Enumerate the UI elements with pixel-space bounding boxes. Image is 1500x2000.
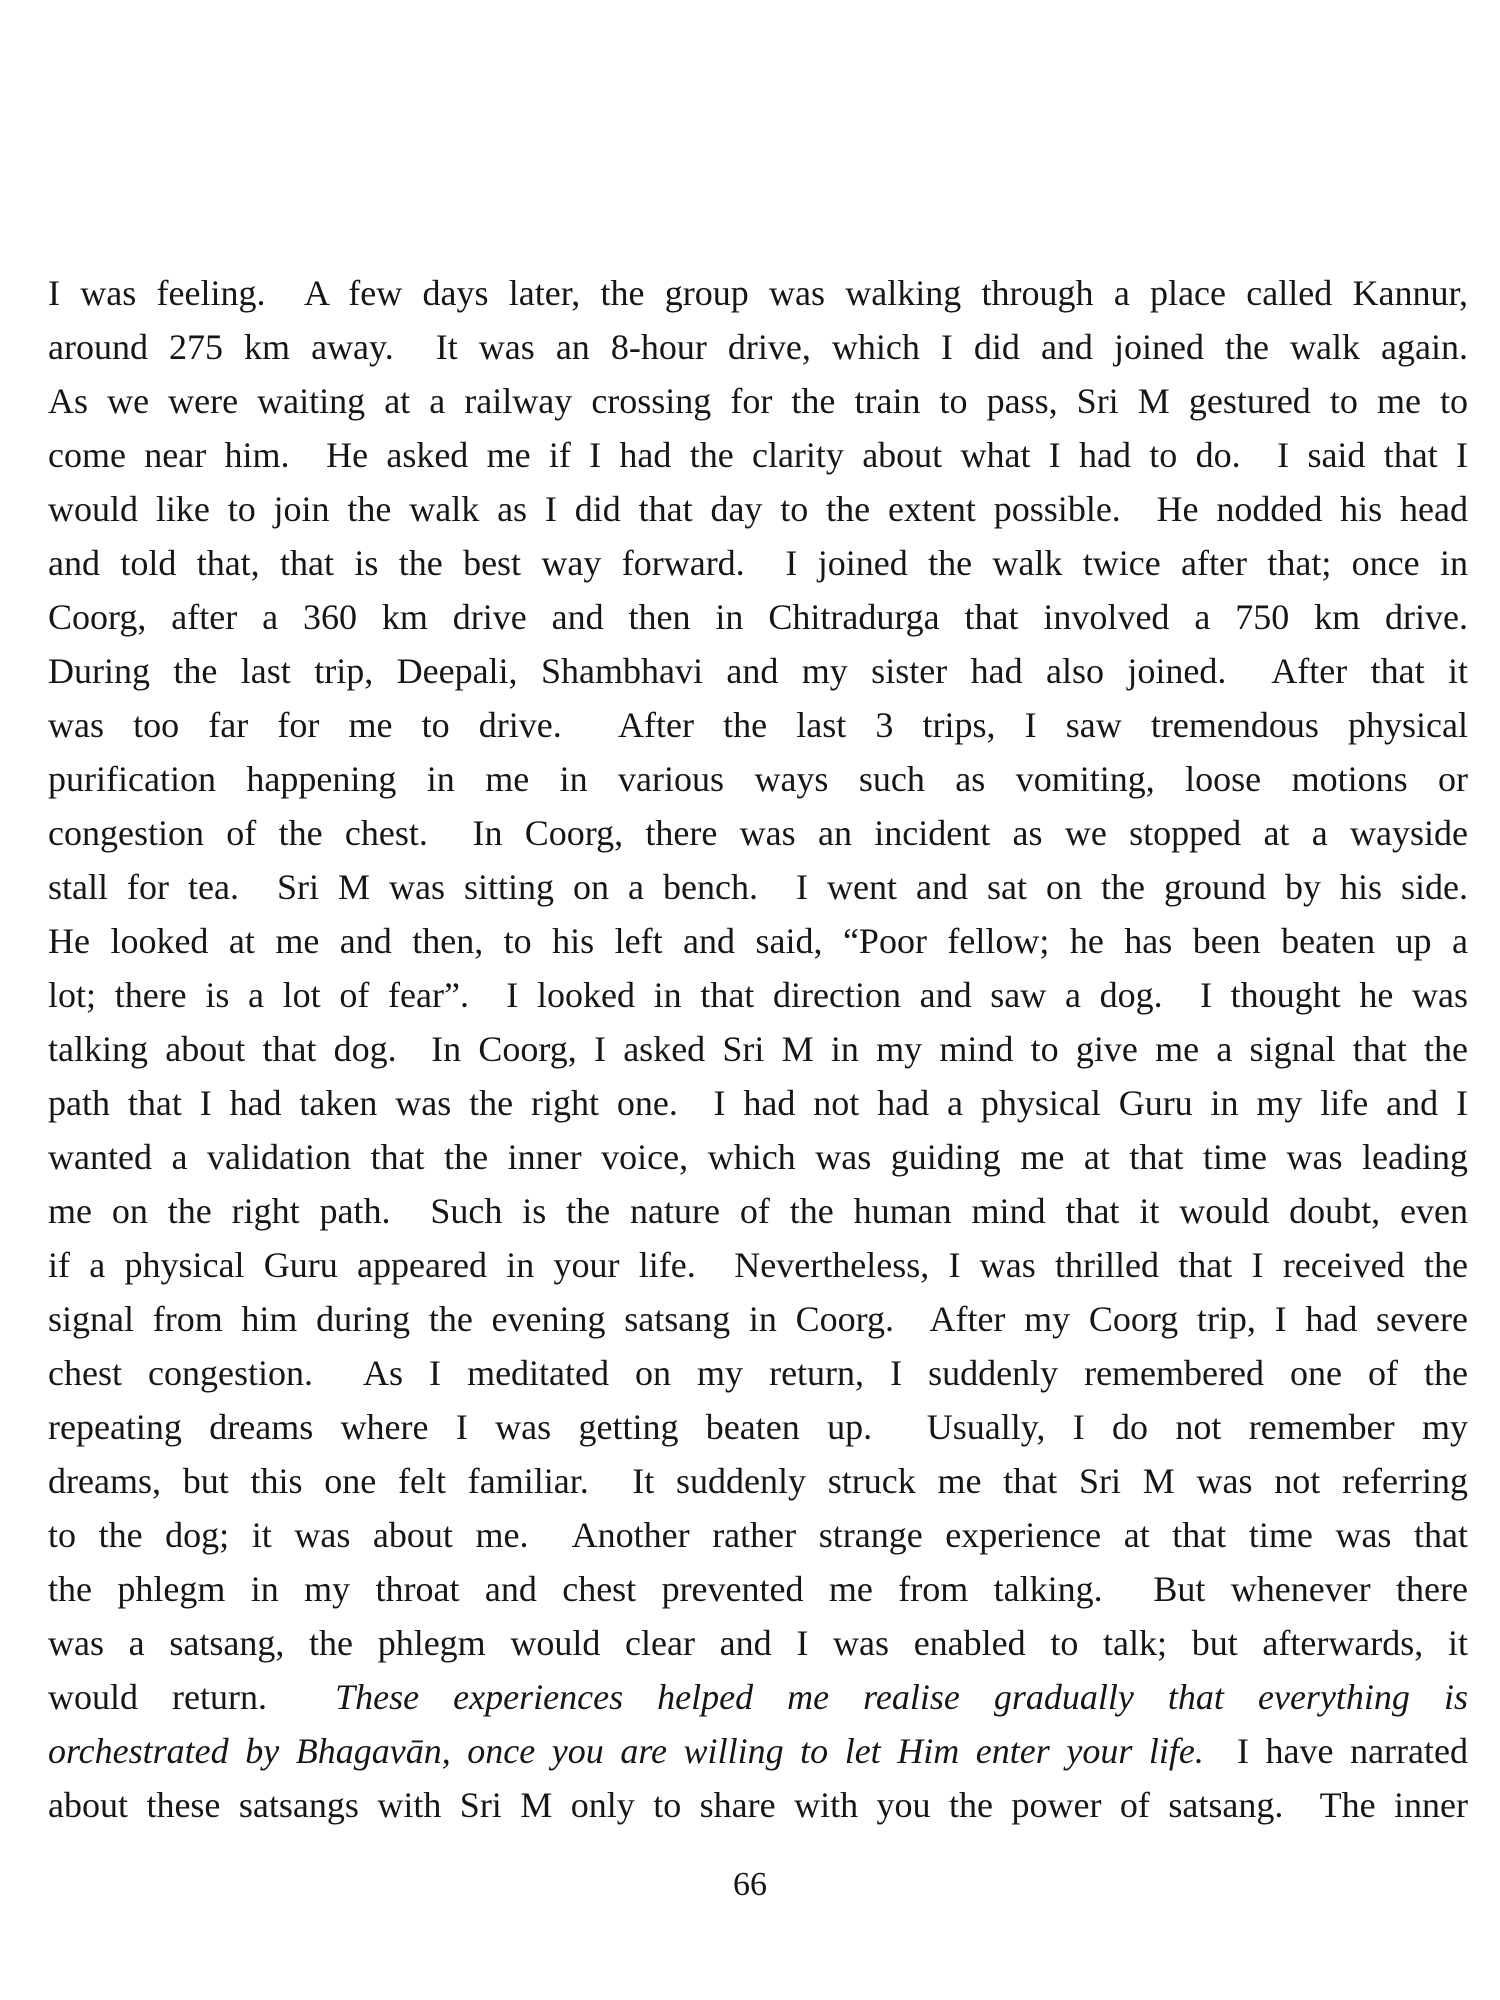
- text-segment: I have narrated: [1203, 1731, 1468, 1771]
- text-segment: was a satsang, the phlegm would clear and I was enabled to talk; but afterwards, it: [48, 1623, 1468, 1663]
- text-line: [48, 1238, 1468, 1292]
- text-line: [48, 1346, 1468, 1400]
- text-segment: about these satsangs with Sri M only to share with you the power of satsang. The inner: [48, 1785, 1468, 1825]
- text-segment: Coorg, after a 360 km drive and then in Chitradurga that involved a 750 km drive.: [48, 597, 1468, 637]
- text-segment: come near him. He asked me if I had the clarity about what I had to do. I said that I: [48, 435, 1468, 475]
- text-segment: dreams, but this one felt familiar. It suddenly struck me that Sri M was not referring: [48, 1461, 1468, 1501]
- text-line: [48, 1022, 1468, 1076]
- text-line: [48, 1454, 1468, 1508]
- text-segment: would return.: [48, 1677, 336, 1717]
- italic-text-segment: These experiences helped me realise gradually that everything is: [335, 1677, 1468, 1717]
- text-line: [48, 320, 1468, 374]
- text-line: [48, 1292, 1468, 1346]
- text-segment: He looked at me and then, to his left and said, “Poor fellow; he has been beaten up a: [48, 921, 1468, 961]
- text-segment: to the dog; it was about me. Another rather strange experience at that time was that: [48, 1515, 1468, 1555]
- text-line: [48, 698, 1468, 752]
- text-segment: was too far for me to drive. After the last 3 trips, I saw tremendous physical: [48, 705, 1468, 745]
- text-segment: stall for tea. Sri M was sitting on a bench. I went and sat on the ground by his side.: [48, 867, 1468, 907]
- text-segment: if a physical Guru appeared in your life. Nevertheless, I was thrilled that I received the: [48, 1245, 1468, 1285]
- text-segment: repeating dreams where I was getting beaten up. Usually, I do not remember my: [48, 1407, 1468, 1447]
- text-line: [48, 1508, 1468, 1562]
- text-segment: and told that, that is the best way forward. I joined the walk twice after that; once in: [48, 543, 1468, 583]
- text-segment: chest congestion. As I meditated on my return, I suddenly remembered one of the: [48, 1353, 1468, 1393]
- text-segment: wanted a validation that the inner voice, which was guiding me at that time was leading: [48, 1137, 1468, 1177]
- text-line: [48, 374, 1468, 428]
- text-line: [48, 1400, 1468, 1454]
- text-line: [48, 806, 1468, 860]
- body-text: [48, 266, 1468, 1832]
- page-number: 66: [733, 1866, 767, 1903]
- text-segment: signal from him during the evening satsang in Coorg. After my Coorg trip, I had severe: [48, 1299, 1468, 1339]
- text-segment: I was feeling. A few days later, the group was walking through a place called Kannur,: [48, 273, 1468, 313]
- text-segment: me on the right path. Such is the nature of the human mind that it would doubt, even: [48, 1191, 1468, 1231]
- text-segment: would like to join the walk as I did that day to the extent possible. He nodded his head: [48, 489, 1468, 529]
- text-segment: path that I had taken was the right one. I had not had a physical Guru in my life and I: [48, 1083, 1468, 1123]
- text-line: [48, 1184, 1468, 1238]
- text-line: [48, 1076, 1468, 1130]
- text-line: [48, 1724, 1468, 1778]
- text-line: [48, 536, 1468, 590]
- text-segment: congestion of the chest. In Coorg, there was an incident as we stopped at a wayside: [48, 813, 1468, 853]
- text-segment: lot; there is a lot of fear”. I looked in that direction and saw a dog. I thought he was: [48, 975, 1468, 1015]
- text-line: [48, 482, 1468, 536]
- text-segment: As we were waiting at a railway crossing for the train to pass, Sri M gestured to me to: [48, 381, 1468, 421]
- text-line: [48, 914, 1468, 968]
- text-line: [48, 968, 1468, 1022]
- italic-text-segment: orchestrated by Bhagavān, once you are willing to let Him enter your life.: [48, 1731, 1204, 1771]
- text-segment: around 275 km away. It was an 8-hour drive, which I did and joined the walk again.: [48, 327, 1468, 367]
- text-line: [48, 1562, 1468, 1616]
- text-segment: the phlegm in my throat and chest prevented me from talking. But whenever there: [48, 1569, 1468, 1609]
- text-line: [48, 266, 1468, 320]
- text-segment: During the last trip, Deepali, Shambhavi and my sister had also joined. After that it: [48, 651, 1468, 691]
- text-line: [48, 1616, 1468, 1670]
- text-segment: talking about that dog. In Coorg, I asked Sri M in my mind to give me a signal that the: [48, 1029, 1468, 1069]
- text-line: [48, 1670, 1468, 1724]
- text-line: [48, 752, 1468, 806]
- text-line: [48, 1778, 1468, 1832]
- text-line: [48, 590, 1468, 644]
- text-line: [48, 428, 1468, 482]
- text-segment: purification happening in me in various ways such as vomiting, loose motions or: [48, 759, 1468, 799]
- text-line: [48, 1130, 1468, 1184]
- text-line: [48, 644, 1468, 698]
- text-line: [48, 860, 1468, 914]
